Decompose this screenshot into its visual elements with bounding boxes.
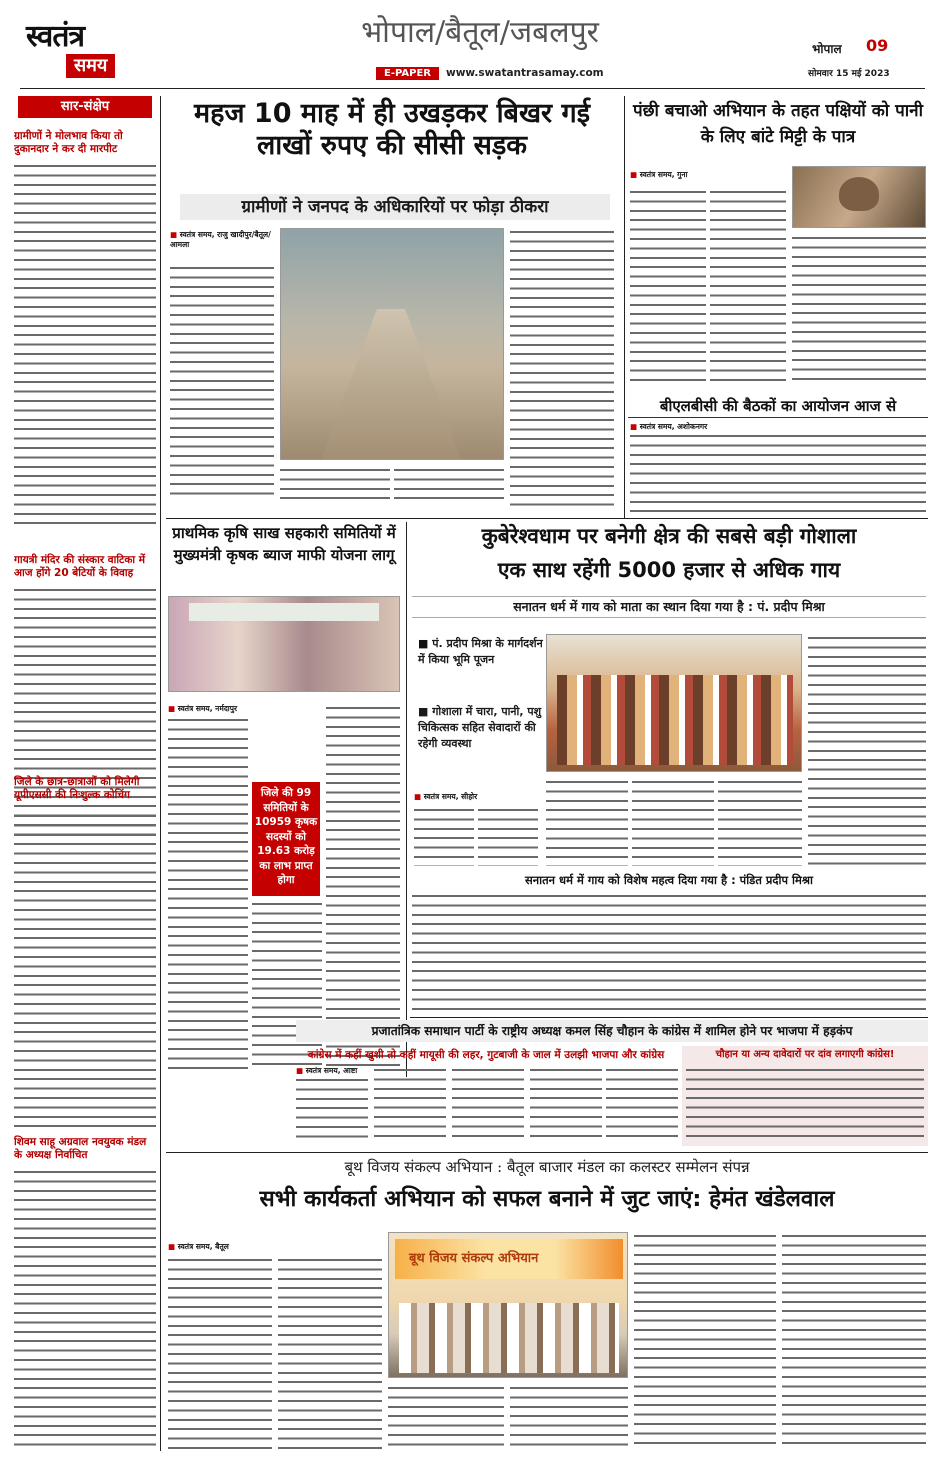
story-booth-byline: ■ स्वतंत्र समय, बैतूल [168, 1242, 288, 1252]
story-gaushala-inner-body [412, 892, 926, 1010]
story-gaushala [410, 522, 928, 1017]
issue-date: सोमवार 15 मई 2023 [808, 69, 890, 79]
story-meetings-headline: बीएलबीसी की बैठकों का आयोजन आज से [628, 398, 928, 418]
story-gaushala-point1 [418, 636, 544, 668]
story-road [166, 96, 618, 516]
story-birds-headline: पंछी बचाओ अभियान के तहत पक्षियों को पानी के लिए बांटे मिट्टी के पात्र [632, 101, 924, 147]
bullet-icon: ■ [418, 637, 433, 650]
sidebar-title: सार-संक्षेप [18, 96, 152, 118]
logo-line1: स्वतंत्र [26, 19, 85, 54]
story-booth-col4 [510, 1384, 628, 1451]
story-loan-col3 [326, 704, 400, 1072]
edition-title: भोपाल/बैतूल/जबलपुर [361, 15, 599, 50]
story-gaushala-col3 [546, 778, 628, 866]
city-label: भोपाल [812, 42, 842, 56]
story-booth [166, 1156, 928, 1451]
story-loan-headline: प्राथमिक कृषि साख सहकारी समितियों में मुख्यमंत्री कृषक ब्याज माफी योजना लागू [172, 524, 396, 564]
story-booth-col3 [388, 1384, 504, 1451]
story-politics-box [682, 1046, 928, 1146]
masthead [0, 0, 945, 90]
booth-photo [388, 1232, 628, 1378]
sidebar-story-headline: शिवम साहू अग्रवाल नवयुवक मंडल के अध्यक्ष निर्वाचित [14, 1136, 147, 1161]
epaper-badge: E-PAPER [376, 67, 439, 80]
story-booth-col5 [634, 1232, 776, 1451]
story-loan-byline: ■ स्वतंत्र समय, नर्मदापुर [168, 704, 288, 714]
story-birds [628, 96, 928, 396]
story-loan-callout: जिले की 99 समितियों के 10959 कृषक सदस्यों को 19.63 करोड़ का लाभ प्राप्त होगा [252, 782, 320, 896]
story-gaushala-point2 [418, 704, 544, 752]
sidebar-story-headline: ग्रामीणों ने मोलभाव किया तो दुकानदार ने कर दी मारपीट [14, 130, 123, 155]
story-birds-col2 [710, 188, 786, 384]
story-politics-col5 [606, 1066, 678, 1142]
page-number: 09 [866, 36, 889, 55]
logo-line2: समय [66, 54, 115, 78]
story-politics-subhead: कांग्रेस में कहीं खुशी तो कहीं मायूसी की लहर, गुटबाजी के जाल में उलझी भाजपा और कांग्रेस [307, 1049, 665, 1061]
sidebar-story-body [14, 812, 156, 1132]
story-politics-box-head: चौहान या अन्य दावेदारों पर दांव लगाएगी कांग्रेस! [715, 1049, 895, 1060]
story-gaushala-byline: ■ स्वतंत्र समय, सीहोर [414, 792, 544, 802]
story-birds-byline: ■ स्वतंत्र समय, गुना [630, 170, 770, 180]
story-booth-kicker: बूथ विजय संकल्प अभियान : बैतूल बाजार मंडल का कलस्टर सम्मेलन संपन्न [344, 1158, 750, 1176]
farmers-banner [189, 603, 379, 621]
story-road-col4 [510, 228, 614, 506]
story-gaushala-col5 [718, 778, 802, 866]
booth-crowd [399, 1303, 619, 1373]
story-politics [296, 1020, 928, 1148]
story-politics-col3 [452, 1066, 524, 1142]
point-text: पं. प्रदीप मिश्रा के मार्गदर्शन में किया भूमि पूजन [418, 637, 543, 666]
story-road-col2 [280, 466, 390, 506]
story-gaushala-col2 [478, 806, 538, 866]
crowd-figures [557, 675, 793, 765]
story-meetings-byline: ■ स्वतंत्र समय, अशोकनगर [630, 422, 760, 432]
story-road-headline: महज 10 माह में ही उखड़कर बिखर गई लाखों रुपए की सीसी सड़क [194, 98, 590, 161]
story-gaushala-headline-2: एक साथ रहेंगी 5000 हजार से अधिक गाय [497, 558, 841, 582]
story-meetings-body [630, 432, 926, 512]
story-gaushala-headline-1: कुबेरेश्वधाम पर बनेगी क्षेत्र की सबसे बड़ी गोशाला [481, 524, 857, 548]
puja-photo [546, 634, 802, 772]
story-road-byline: ■ स्वतंत्र समय, राजु खादीपुर/बैतूल/आमला [170, 230, 274, 250]
sidebar-story-body [14, 586, 156, 848]
story-gaushala-subhead: सनातन धर्म में गाय को माता का स्थान दिया गया है : पं. प्रदीप मिश्रा [412, 596, 926, 618]
story-loan-col1 [168, 716, 248, 1072]
story-birds-col1 [630, 188, 706, 384]
sidebar-story-body [14, 162, 156, 530]
site-url[interactable]: www.swatantrasamay.com [446, 67, 604, 79]
sidebar [14, 96, 156, 1451]
sparrow-photo [792, 166, 926, 228]
story-booth-headline: सभी कार्यकर्ता अभियान को सफल बनाने में जुट जाएं: हेमंत खंडेलवाल [259, 1186, 835, 1212]
story-gaushala-col6 [808, 634, 926, 866]
booth-banner [395, 1239, 623, 1279]
sidebar-story-headline: जिले के छात्र-छात्राओं को मिलेगी यूपीएससी की निःशुल्क कोचिंग [14, 776, 140, 801]
story-politics-box-body [686, 1066, 924, 1140]
road-photo [280, 228, 504, 460]
story-booth-col1 [168, 1256, 272, 1451]
story-road-subhead: ग्रामीणों ने जनपद के अधिकारियों पर फोड़ा ठीकरा [180, 194, 610, 220]
story-gaushala-inner-head: सनातन धर्म में गाय को विशेष महत्व दिया गया है : पंडित प्रदीप मिश्रा [524, 873, 814, 887]
logo [22, 12, 152, 86]
story-booth-col6 [782, 1232, 926, 1451]
story-gaushala-col1 [414, 806, 474, 866]
farmers-photo [168, 596, 400, 692]
story-politics-col2 [374, 1066, 446, 1142]
story-meetings [628, 396, 928, 516]
story-politics-col4 [530, 1066, 602, 1142]
story-politics-byline: ■ स्वतंत्र समय, आष्टा [296, 1066, 368, 1076]
bullet-icon: ■ [418, 705, 433, 718]
story-booth-col2 [278, 1256, 382, 1451]
story-gaushala-col4 [632, 778, 714, 866]
story-loan-waiver [166, 522, 402, 1077]
story-politics-headline: प्रजातांत्रिक समाधान पार्टी के राष्ट्रीय अध्यक्ष कमल सिंह चौहान के कांग्रेस में शामिल होने पर भाजपा में हड़कंप [296, 1020, 928, 1042]
sidebar-story-body [14, 1168, 156, 1448]
story-road-col1 [170, 264, 274, 496]
point-text: गोशाला में चारा, पानी, पशु चिकित्सक सहित सेवादारों की रहेगी व्यवस्था [418, 705, 542, 750]
story-birds-col3 [792, 234, 926, 384]
booth-banner-text: बूथ विजय संकल्प अभियान [409, 1251, 539, 1266]
story-politics-col1 [296, 1076, 368, 1142]
road-surface [321, 309, 461, 459]
story-road-col3 [394, 466, 504, 506]
sparrow-icon [839, 177, 879, 211]
sidebar-story-headline: गायत्री मंदिर की संस्कार वाटिका में आज होंगे 20 बेटियों के विवाह [14, 554, 146, 579]
